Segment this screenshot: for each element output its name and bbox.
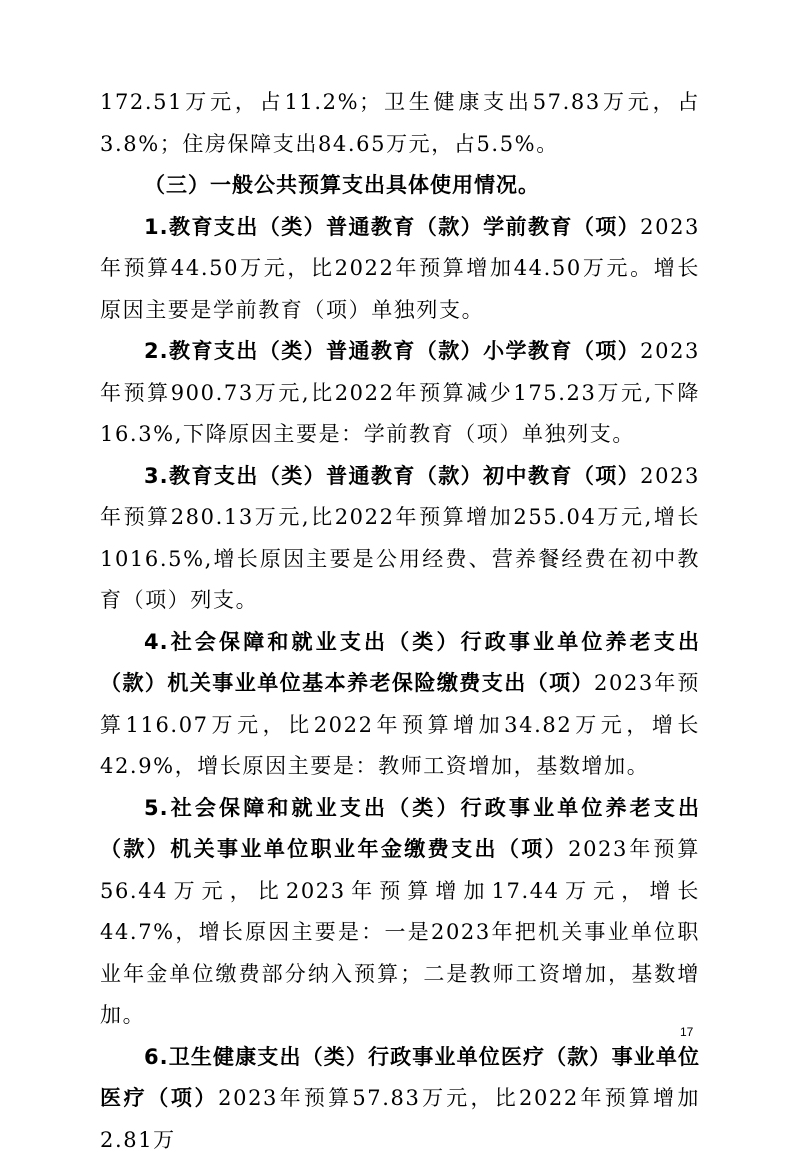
item-heading-5: 5.社会保障和就业支出（类）行政事业单位养老支出（款）机关事业单位职业年金缴费支出（项）	[100, 796, 700, 862]
item-text-3: 2023年预算280.13万元,比2022年预算增加255.04万元,增长1016.5%,增长原因主要是公用经费、营养餐经费在初中教育（项）列支。	[100, 464, 700, 613]
item-heading-1: 1.教育支出（类）普通教育（款）学前教育（项）	[144, 215, 640, 239]
paragraph-6	[100, 788, 700, 1037]
paragraph-4	[100, 456, 700, 622]
paragraph-7	[100, 1037, 700, 1161]
section-heading-3: （三）一般公共预算支出具体使用情况。	[144, 173, 540, 197]
paragraph-2	[100, 207, 700, 332]
item-heading-3: 3.教育支出（类）普通教育（款）初中教育（项）	[144, 464, 640, 488]
item-heading-4: 4.社会保障和就业支出（类）行政事业单位养老支出（款）机关事业单位基本养老保险缴费支出（项）	[100, 630, 700, 696]
page-number: 17	[680, 1025, 693, 1039]
item-text-1: 2023年预算44.50万元，比2022年预算增加44.50万元。增长原因主要是学前教育（项）单独列支。	[100, 215, 700, 322]
item-text-5: 2023年预算56.44万元，比2023年预算增加17.44万元，增长44.7%，增长原因主要是：一是2023年把机关事业单位职业年金单位缴费部分纳入预算；二是教师工资增加，基数增加。	[100, 837, 700, 1027]
paragraph-0-text: 172.51万元，占11.2%；卫生健康支出57.83万元，占3.8%；住房保障支出84.65万元，占5.5%。	[100, 90, 700, 156]
paragraph-0	[100, 82, 700, 165]
item-text-2: 2023年预算900.73万元,比2022年预算减少175.23万元,下降16.3%,下降原因主要是：学前教育（项）单独列支。	[100, 339, 700, 446]
item-text-6: 2023年预算57.83万元，比2022年预算增加2.81万	[100, 1086, 700, 1152]
body-text	[100, 82, 700, 1161]
paragraph-5	[100, 622, 700, 788]
item-heading-6: 6.卫生健康支出（类）行政事业单位医疗（款）事业单位医疗（项）	[100, 1045, 700, 1111]
item-heading-2: 2.教育支出（类）普通教育（款）小学教育（项）	[144, 339, 640, 363]
paragraph-3	[100, 331, 700, 456]
paragraph-1	[100, 165, 700, 207]
item-text-4: 2023年预算116.07万元，比2022年预算增加34.82万元，增长42.9%，增长原因主要是：教师工资增加，基数增加。	[100, 671, 700, 778]
